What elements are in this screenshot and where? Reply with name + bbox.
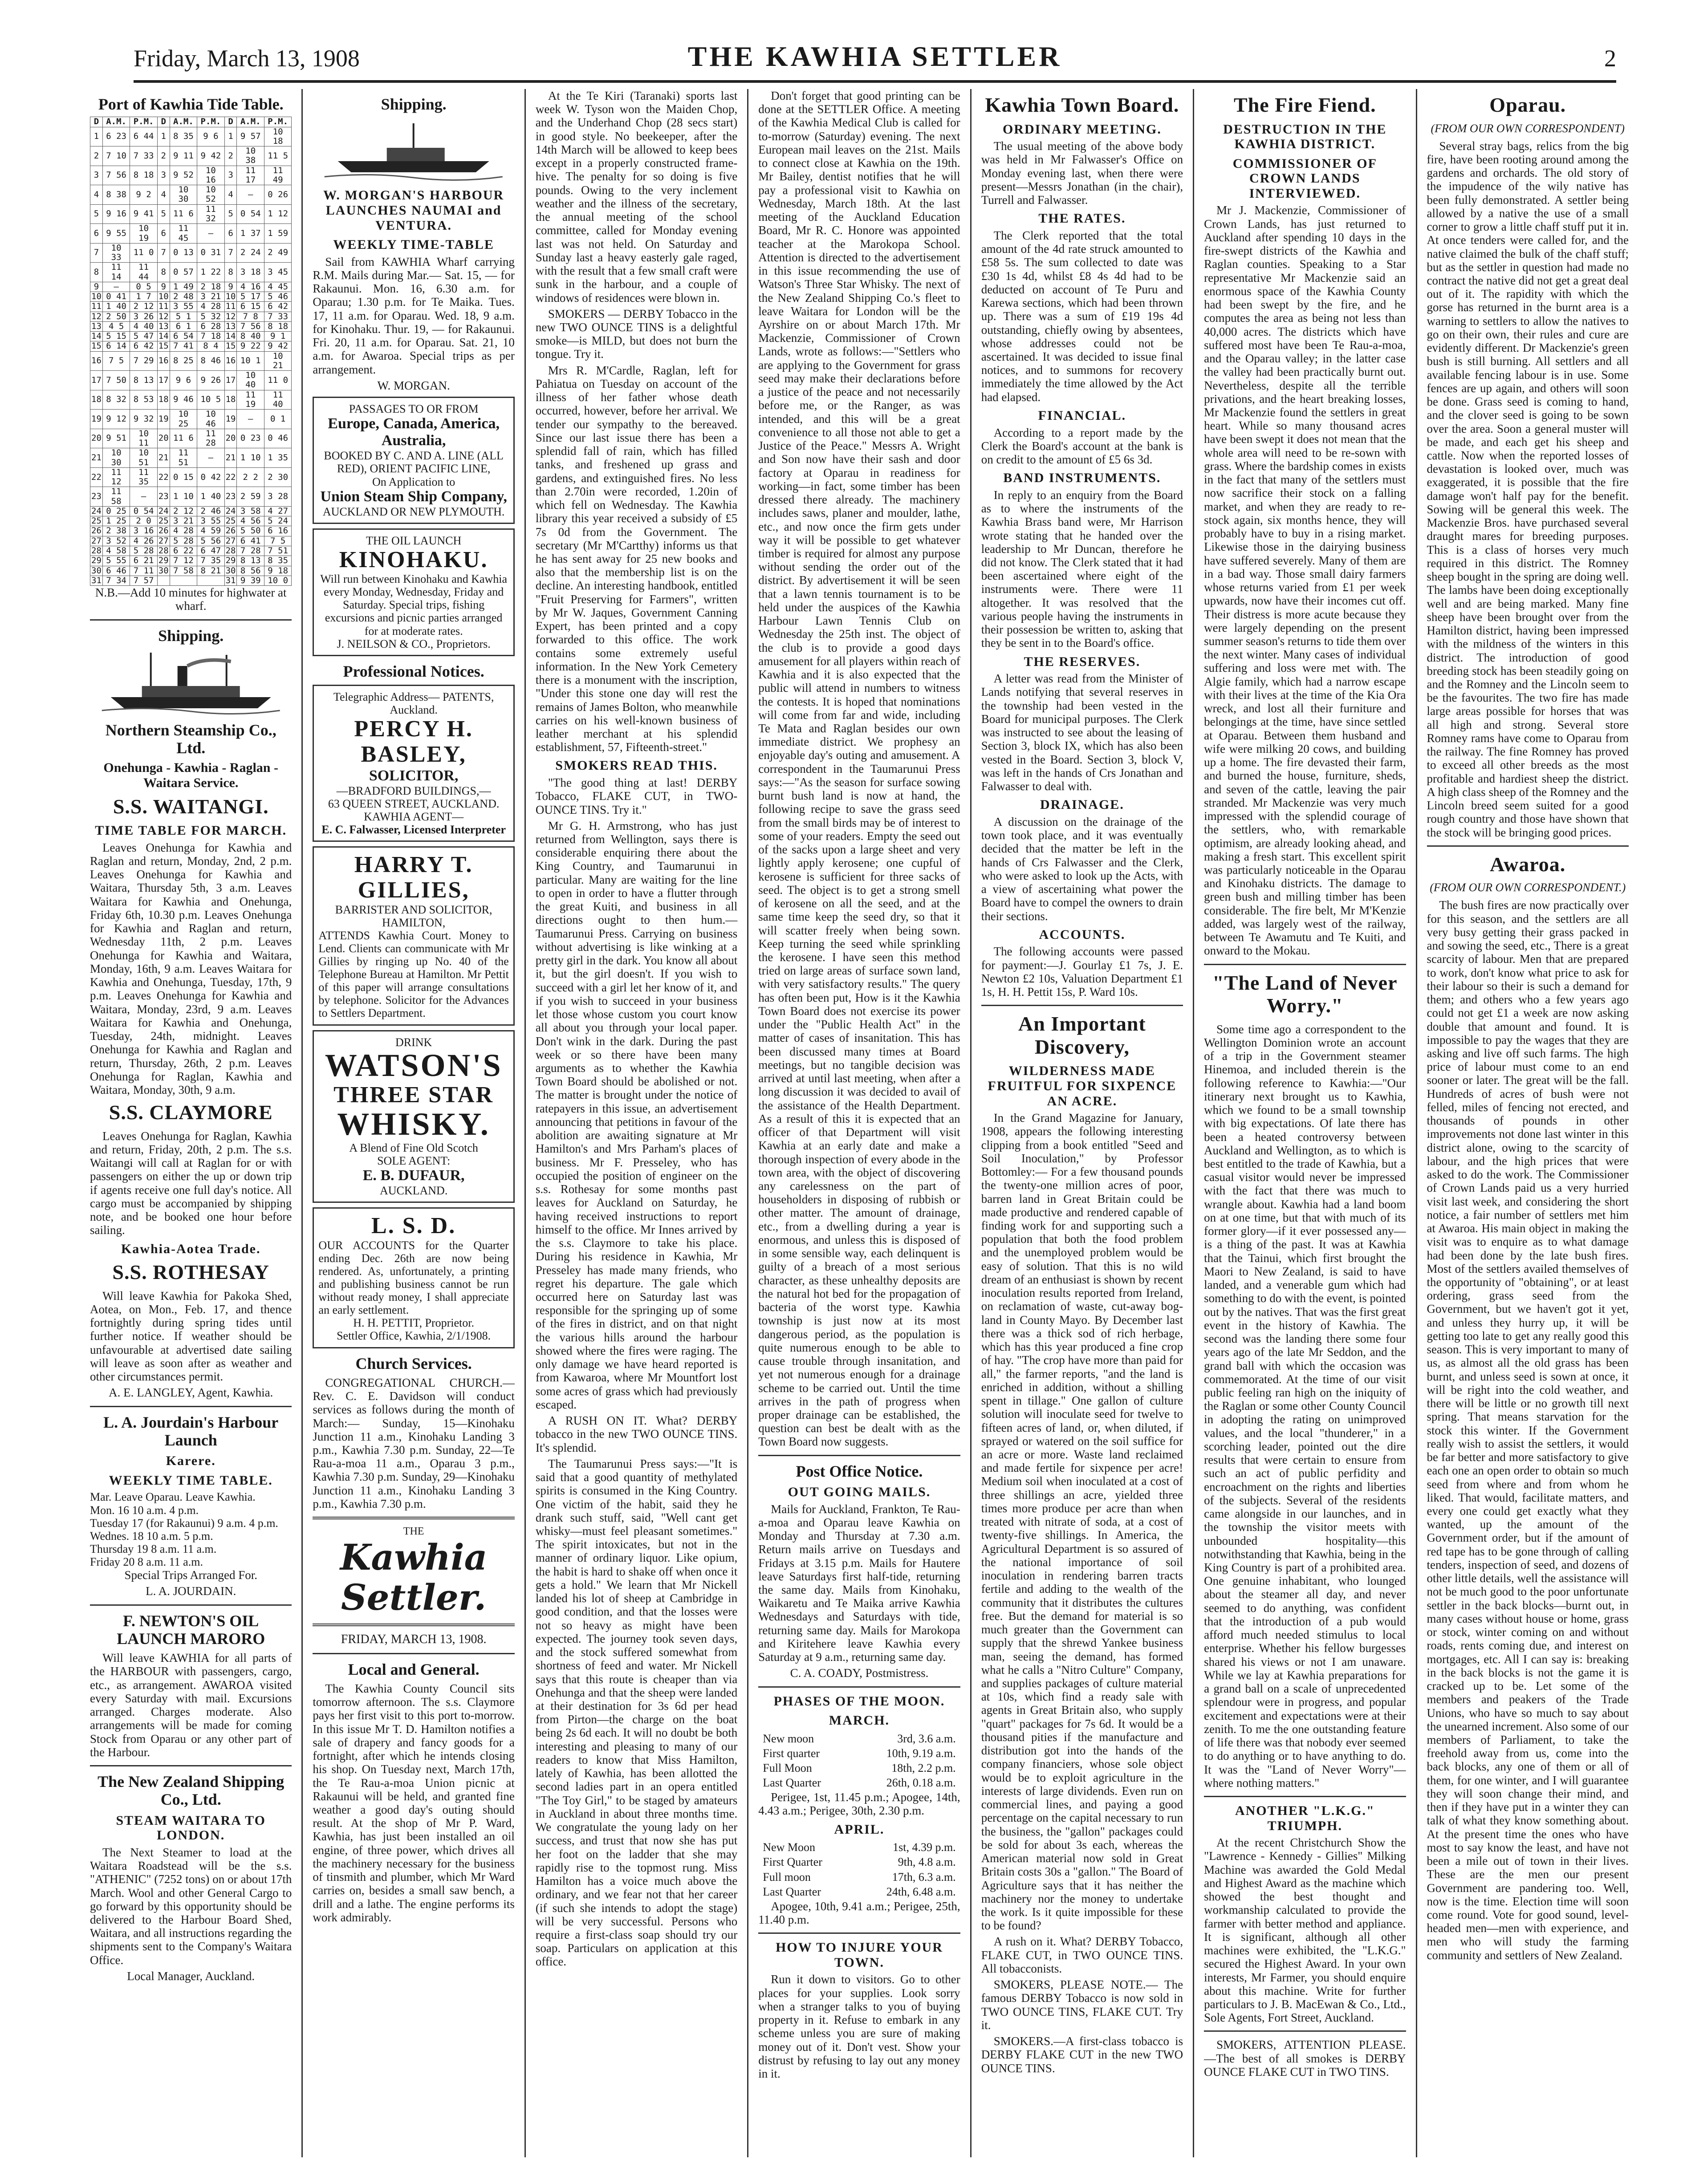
discovery-subheading: WILDERNESS MADE FRUITFUL FOR SIXPENCE AN ACRE. [988,1064,1177,1108]
derby-ad-1: SMOKERS — DERBY Tobacco in the new TWO OUNCE TINS is a delightful smoke—is MILD, but does not burn the tongue. Try it. [535,307,738,361]
post-office-text: Mails for Auckland, Frankton, Te Rau-a-moa and Oparau leave Kawhia on Monday and Thursday at 7.30 a.m. Return mails arrive on Tuesdays and Fridays at 3.15 p.m. Mails for Hautere leave Saturdays first half-tide, returning the same day. Mails from Kinohaku, Waikaretu and Te Maika arrive Kawhia Wednesdays and Saturdays with tide, returning same day. Mails for Marokopa and Kiritehere leave Kawhia every Saturday at 9 a.m., returning same day. [758,1502,960,1664]
smokers-read-text: "The good thing at last! DERBY Tobacco, FLAKE CUT, in TWO-OUNCE TINS. Try it." [535,776,738,816]
church-services-heading: Church Services. [355,1354,472,1372]
gillies-text: ATTENDS Kawhia Court. Money to Lend. Clients can communicate with Mr Gillies by ringing up No. 40 of the Telephone Bureau at Hamilton. Mr Pettit of this paper will arrange consultations by telephone. Solicitor for the Advances to Settlers Department. [318,929,509,1020]
kinohaku-text: Will run between Kinohaku and Kawhia every Monday, Wednesday, Friday and Saturday. Special trips, fishing excursions and picnic parties arranged for at moderate rates. [320,572,508,637]
march-heading: MARCH. [829,1713,890,1728]
karere-row: Thursday 19 8 a.m. 11 a.m. [90,1542,217,1555]
basley-title: SOLICITOR, [369,767,459,784]
shipping-heading-2: Shipping. [381,95,447,113]
lkg-heading: ANOTHER "L.K.G." TRIUMPH. [1235,1803,1375,1833]
nz-shipping-signature: Local Manager, Auckland. [127,1969,255,1983]
neilson-signature: J. NEILSON & CO., Proprietors. [337,637,491,650]
karere-row: Mon. 16 10 a.m. 4 p.m. [90,1503,199,1517]
morgan-title: W. MORGAN'S HARBOUR LAUNCHES NAUMAI and VENTURA. [323,188,504,233]
local-general-heading: Local and General. [348,1660,480,1678]
passages-ad [313,397,514,524]
local-general-text: The Kawhia County Council sits tomorrow afternoon. The s.s. Claymore pays her first visit to this port to-morrow. In this issue Mr T. D. Hamilton notifies a sale of drapery and fancy goods for a fortnight, after which he intends closing his shop. On Tuesday next, March 17th, the Te Rau-a-moa Union picnic at Rakaunui will be held, and granted fine weather a good day's outing should result. At the shop of Mr P. Ward, Kawhia, has just been installed an oil engine, of three power, which drives all the machinery necessary for the business of tinsmith and plumber, which Mr Ward carries on, besides a small saw bench, a drill and a lathe. The engine performs its work admirably. [313,1681,515,1924]
table-row: New Moon 1st, 4.39 p.m. [763,1841,956,1854]
moon-phases-heading: PHASES OF THE MOON. [773,1693,945,1709]
smokers-read-heading: SMOKERS READ THIS. [555,758,718,773]
kawhia-agent-label: KAWHIA AGENT— [364,810,464,823]
lsd-notice [313,1207,514,1348]
band-heading: BAND INSTRUMENTS. [1003,471,1161,486]
column-5 [972,89,1194,2157]
three-star: THREE STAR [333,1082,494,1108]
table-row: Last Quarter 26th, 0.18 a.m. [763,1776,956,1790]
april-note: Apogee, 10th, 9.41 a.m.; Perigee, 25th, 11.40 p.m. [758,1899,960,1926]
tide-note: N.B.—Add 10 minutes for highwater at wharf. [95,586,287,613]
column-3 [526,89,748,2157]
nz-shipping-subtitle: STEAM WAITARA TO LONDON. [116,1813,266,1843]
fire-fiend-heading: The Fire Fiend. [1234,93,1376,116]
newspaper-title: THE KAWHIA SETTLER [687,41,1062,72]
table-row: New moon 3rd, 3.6 a.m. [763,1732,956,1745]
town-board-intro: The usual meeting of the above body was held in Mr Falwasser's Office on Monday evening last, when there were present—Messrs Jonathan (in the chair), Turrell and Falwasser. [981,139,1183,207]
fire-subheading-2: COMMISSIONER OF CROWN LANDS INTERVIEWED. [1232,156,1377,201]
town-board-heading: Kawhia Town Board. [985,93,1179,116]
karere-row: Tuesday 17 (for Rakaunui) 9 a.m. 4 p.m. [90,1516,278,1530]
drink-label: DRINK [395,1035,432,1049]
gillies-ad [313,846,514,1025]
financial-heading: FINANCIAL. [1038,408,1126,423]
watsons-whisky-ad [313,1030,514,1203]
derby-ad-2: A RUSH ON IT. What? DERBY tobacco in the new TWO OUNCE TINS. It's splendid. [535,1414,738,1454]
derby-ad-3: A rush on it. What? DERBY Tobacco, FLAKE CUT, in TWO OUNCE TINS. All tobacconists. [981,1935,1183,1975]
flag-date: FRIDAY, MARCH 13, 1908. [341,1632,487,1647]
derby-ad-5: SMOKERS.—A first-class tobacco is DERBY FLAKE CUT in the new TWO OUNCE TINS. [981,2034,1183,2075]
band-text: In reply to an enquiry from the Board as to where the instruments of the Kawhia Brass band were, Mr Harrison wrote stating that he handed over the leadership to Mr Duncan, therefore he did not know. The Clerk stated that it had been ascertained where eight of the instruments were. There were 11 altogether. It was resolved that the various people having the instruments in their possession be written to, asking that they be sent in to the Board's office. [981,488,1183,650]
basley-ad [313,685,514,842]
bradford-buildings: —BRADFORD BUILDINGS,— [336,784,491,797]
table-row: First quarter 10th, 9.19 a.m. [763,1746,956,1760]
column-4 [748,89,971,2157]
oil-launch-label: THE OIL LAUNCH [366,534,462,547]
union-place: AUCKLAND OR NEW PLYMOUTH. [322,505,505,518]
karere-row: Mar. Leave Oparau. Leave Kawhia. [90,1490,256,1504]
gillies-name: HARRY T. GILLIES, [354,852,473,903]
reserves-heading: THE RESERVES. [1024,654,1141,669]
local-news-c: Mr G. H. Armstrong, who has just returned from Wellington, says there is considerable enquiring there about the King Country, and Taumarunui in particular. Many are waiting for the line to open in order to have a flutter through the great Kuiti, and business in all directions ought to then hum.—Taumarunui Press. Carrying on business without advertising is like winking at a pretty girl in the dark. You know all about it, but the girl doesn't. If you wish to succeed with a girl let her know of it, and if you wish to succeed in your business let those whose custom you court know all about you through your local paper. Don't wink in the dark. During the past week or so there have been many arguments as to whether the Kawhia Town Board should be abolished or not. The matter is brought under the notice of ratepayers in this issue, an advertisement announcing that petitions in favour of the abolition are awaiting signature at Mr Hamilton's and Mrs Parham's places of business. Mr F. Presseley, who has occupied the position of engineer on the s.s. Rothesay for some months past leaves for Auckland on Saturday, he having received instructions to report himself to the office. Mr Innes arrived by the s.s. Claymore to take his place. During his residence in Kawhia, Mr Presseley has made many friends, who regret his departure. The gale which occurred here on Saturday last was responsible for the springing up of some of the fires in district, and on that night the various hills around the harbour showed where the fires were raging. The only damage we have heard reported is from Kawaroa, where Mr Mountfort lost some acres of grass which had previously escaped. [535,819,738,1411]
destinations: Europe, Canada, America, Australia, [328,415,500,449]
karere-row: Friday 20 8 a.m. 11 a.m. [90,1555,203,1568]
outgoing-mails-heading: OUT GOING MAILS. [788,1484,931,1499]
drainage-text: A discussion on the drainage of the town took place, and it was eventually decided that the matter be left in the hands of Crs Falwasser and the Clerk, who were asked to look up the Acts, with a view of ascertaining what power the Board have to compel the owners to drain their sections. [981,815,1183,923]
kinohaku-ad [313,528,514,656]
issue-date: Friday, March 13, 1908 [134,45,360,72]
derby-ad-4: SMOKERS, PLEASE NOTE.— The famous DERBY Tobacco is now sold in TWO OUNCE TINS, FLAKE CUT. Try it. [981,1978,1183,2032]
tide-table-heading: Port of Kawhia Tide Table. [98,95,284,113]
post-office-heading: Post Office Notice. [796,1462,923,1480]
lkg-text: At the recent Christchurch Show the "Lawrence - Kennedy - Gillies" Milking Machine was awarded the Gold Medal and Highest Award as the machine which showed the best thought and workmanship calculated to provide the farmer with better method and appliance. It is significant, although all other machines were exhibited, the "L.K.G." secured the Highest Award. In your own interests, Mr Farmer, you should enquire about this machine. Write for further particulars to J. B. MacEwan & Co., Ltd., Sole Agents, Fort Street, Auckland. [1204,1836,1406,2025]
column-7 [1417,89,1638,2157]
discovery-text: In the Grand Magazine for January, 1908, appears the following interesting clipping from a book entitled "Seed and Soil Inoculation," by Professor Bottomley:— For a few thousand pounds the twenty-one million acres of poor, barren land in Great Britain could be made productive and rendered capable of finding work for and supporting such a population that both the food problem and the unemployed problem would be easy of solution. That this is no wild dream of an enthusiast is shown by recent inoculation results reported from Ireland, on reclamation of waste, cut-away bog-land in County Mayo. By December last there was a thick sod of rich herbage, which has this year produced a fine crop of hay. "The crop have more than paid for all," the farmer reports, "and the land is enriched in addition, without a shilling spent in tillage." One gallon of culture solution will inoculate seed for twelve to fifteen acres of land, or, when diluted, if sprayed or watered on the soil suffice for an acre or more. Waste land reclaimed and made fertile for sixpence per acre! Medium soil when inoculated at a cost of three shillings an acre, yielded three times more produce per acre than when treated with nitrate of soda, at a cost of twenty-five shillings. In America, the Agricultural Department is so assured of the national importance of soil inoculation in rendering barren tracts fertile and adding to the wealth of the community that it distributes the cultures free. But the demand for material is so much greater than the Government can supply that the shrewd Yankee business man, seeing the demand, has formed what he calls a "Nitro Culture" Company, and supplies packages of culture material at 10s, which find a ready sale with agents in Great Britain also, who supply "quart" packages for 7s 6d. It would be a thousand pities if the manufacture and distribution got into the hands of the company financiers, whose sole object would be to exploit agriculture in the interests of large dividends. Even run on commercial lines, and paying a good percentage on the capital necessary to run the business, the "gallon" packages could be sold for about 3s each, whereas the American material now sold in Great Britain costs 30s a "gallon." The Board of Agriculture says that it has neither the machinery nor the money to undertake the work. Is it quite impossible for these to be found? [981,1111,1183,1932]
booked-lines: BOOKED BY C. AND A. LINE (ALL RED), ORIENT PACIFIC LINE, [324,449,504,475]
ordinary-meeting-heading: ORDINARY MEETING. [1002,122,1162,137]
never-worry-text: Some time ago a correspondent to the Wellington Dominion wrote an account of a trip in the Government steamer Hinemoa, and included therein is the following reference to Kawhia:—"Our itinerary next brought us to Kawhia, which we found to be a small township with big expectations. Of late there has been a heated controversy between Auckland and Wellington, as to which is best entitled to the trade of Kawhia, but a casual visitor would never be impressed with the fact that there was much to wrangle about. Kawhia had a land boom on at one time, but that with much of its former glory—if it ever possessed any—is a thing of the past. It was at Kawhia that the Tainui, which first brought the Maori to New Zealand, is said to have landed, and a venerable gum which had something to do with the event, is pointed out by the natives. That was the first great event in the history of Kawhia. The second was the landing there some four years ago of the late Mr Seddon, and the grand ball with which the occasion was commemorated. At the time of our visit public feeling ran high on the iniquity of the Raglan or some other County Council in adopting the rating on unimproved values, and the local "thunderer," in a scorching leader, pointed out the dire results that were certain to ensure from such an act of public perfidity and encroachment on the rights and liberties of the subjects. Several of the residents came alongside in our launches, and in the township the visitor meets with unbounded hospitality—this notwithstanding that Kawhia, being in the King Country is part of a prohibited area. One genuine inhabitant, who lounged about the steamer all day, and never seemed to do anything, was confident that the introduction of a pub would afford much needed stimulus to local enterprise. Whether his fellow burgesses shared his views or not I am unaware. While we lay at Kawhia preparations for a grand ball on a scale of unprecedented splendour were in progress, and popular excitement and expectations were at their zenith. To me the one outstanding feature of life there was that nobody ever seemed to do anything or to have anything to do. It was the "Land of Never Worry"— where nothing matters." [1204,1022,1406,1790]
oparau-text: Several stray bags, relics from the big fire, have been rooting around among the gardens and orchards. The old story of the impudence of the wily native has been fully demonstrated. A settler being allowed by a native the use of a small corner to grow a little chaff stuff put it in. At once tenders were called for, and the native claimed the bulk of the chaff stuff; but as the settler in question had made no contract the native did not get a great deal out of it. The rapidity with which the gorse has returned in the burnt area is a warning to settlers to allow the natives to go on their own, their rules and cure are evidently different. Dr Mackenzie's green bush is still burning. All settlers and all available fencing labour is in use. Some fences are up again, and others will soon be done. Grass seed is coming to hand, and the clover seed is going to be sown over the area. Soon a general muster will be made, and each get his sheep and cattle. Now when the reported losses of devastation is looked over, much was exaggerated, it is possible that the fire damage won't half pay for the benefit. Sowing will be general this week. The Mackenzie Bros. have purchased several draught mares for breeding purposes. This is a class of horses very much required in this district. The Romney sheep bought in the spring are doing well. The lambs have been doing exceptionally well and are being marked. Many fine sheep have been brought over from the Hamilton district, having been impressed with the mildness of the winters in this district. The introduction of good breeding stock has been steadily going on and the Romney and the Lincoln seem to be the favourites. The two fire has made large areas possible for horses that was all high and strong. Several store Romney rams have come to Oparau from the railway. The fine Romney has proved to exceed all other breeds as the most profitable and hardiest sheep the district. A high class sheep of the Romney and the Lincoln breed seem suited for a good rough country and those have shown that the stock will be bringing good prices. [1427,139,1629,839]
reserves-text: A letter was read from the Minister of Lands notifying that several reserves in the township had been vested in the Board for municipal purposes. The Clerk was instructed to see about the leasing of Section 3, block IX, which has also been vested in the Board. Section 3, block V, was left in the hands of Crs Jonathan and Falwasser to deal with. [981,672,1183,793]
rates-heading: THE RATES. [1038,211,1126,226]
jourdain-signature: L. A. JOURDAIN. [146,1584,236,1598]
dufaur-name: E. B. DUFAUR, [362,1167,465,1184]
weekly-timetable-heading: WEEKLY TIME TABLE. [109,1473,273,1488]
column-1 [80,89,303,2157]
northern-route: Onehunga - Kawhia - Raglan - Waitara Service. [103,760,278,791]
telegraphic-address: Telegraphic Address— PATENTS, Auckland. [333,690,494,717]
karere-note: Special Trips Arranged For. [124,1568,257,1582]
injure-town-text: Run it down to visitors. Go to other places for your supplies. Look sorry when a stranger talks to you of buying property in it. Refuse to embark in any scheme unless you are sure of making money out of it. Don't vest. Show your distrust by refusing to lay out any money in it. [758,1973,960,2081]
lsd-text: OUR ACCOUNTS for the Quarter ending Dec. 26th are now being rendered. As, unfortunately, a printing and publishing business cannot be run without ready money, I shall appreciate an early settlement. [318,1238,509,1317]
karere-name: Karere. [166,1453,216,1469]
morgan-timetable: Sail from KAWHIA Wharf carrying R.M. Mails during Mar.— Sat. 15, — for Rakaunui. Mon. 16, 6.30 a.m. for Oparau; 1.30 p.m. for Te Maika. Tues. 17, 11 a.m. for Oparau. Wed. 18, 9 a.m. for Kinohaku. Thur. 19, — for Rakaunui. Fri. 20, 11 a.m. for Oparau. Sat. 21, 10 a.m. for Awaroa. Special trips as per arrangement. [313,255,515,376]
table-row: Full moon 17th, 6.3 a.m. [763,1870,956,1884]
local-news-b: Mrs R. M'Cardle, Raglan, left for Pahiatua on Tuesday on account of the illness of her father whose death occurred, however, before her arrival. We tender our sympathy to the bereaved. Since our last issue there has been a splendid fall of rain, which has filled tanks, and freshened up grass and gardens, and extinguished fires. No less than 2.70in were recorded, 1.20in of which fell on Wednesday. The Kawhia library this year received a subsidy of £5 7s 0d from the Government. The secretary (Mr M'Cartthy) informs us that he has sent away for 25 new books and also that the membership list is on the decline. An interesting handbook, entitled "Fruit Preserving for Farmers", written by Mr W. Jaques, Government Canning Expert, has been printed and a copy forwarded to this office. The work contains some extremely useful information. In the New York Cemetery there is a monument with the inscription, "Under this stone one day will rest the remains of James Bolton, who meanwhile carries on his well-known business of leather merchant at his splendid establishment, 57, Fifteenth-street." [535,363,738,754]
karere-row: Wednes. 18 10 a.m. 5 p.m. [90,1529,213,1543]
fire-text: Mr J. Mackenzie, Commissioner of Crown Lands, has just returned to Auckland after spending 10 days in the fire-swept districts of the Kawhia and Raglan counties. Speaking to a Star representative Mr Mackenzie said an enormous space of the Kawhia County had been swept by the fire, and he computes the area as being not less than 40,000 acres. The districts which have suffered most have been Te Rau-a-moa, and the Oparau valley; in the latter case the valley had been practically burnt out. Nevertheless, despite all the terrible privations, and the heart breaking losses, Mr Mackenzie found the settlers in great heart. While so many thousand acres have been swept it does not mean that the whole area will need to be re-sown with grass. Where the bardship comes in exists in the fact that many of the settlers must now sacrifice their stock on a falling market, and when they are ready to re-stock again, six months hence, they will probably have to buy in a rising market. Likewise those in the dairying business have suffered severely. Many of them are in a bad way. Those small dairy farmers whose returns varied from £1 per week upwards, now have their incomes cut off. Their distress is more acute because they were largely depending on the present summer season's returns to tide them over the next winter. Many cases of individual suffering and loss were met with. The Algie family, which had a narrow escape with their lives at the time of the Kia Ora wreck, and lost all their furniture and belongings at the time, have since settled at Oparau. Between them husband and wife were milking 20 cows, and building up a home. The fire devasted their farm, and burned the house, furniture, sheds, and seven of the cattle, leaving the pair stranded. Mr Mackenzie was very much impressed with the splendid courage of the settlers, who, with remarkable optimism, are already looking ahead, and making a fresh start. This excellent spirit was particularly noticeable in the Oparau and Kinohaku districts. The damage to green bush and milling timber has been considerable. The fire belt, Mr M'Kenzie added, was largely west of the railway, between Te Awamutu and Te Kuiti, and onward to the Mokau. [1204,203,1406,958]
waitangi-timetable: Leaves Onehunga for Kawhia and Raglan and return, Monday, 2nd, 2 p.m. Leaves Onehunga for Kawhia and Waitara, Thursday 5th, 3 a.m. Leaves Waitara for Kawhia and Onehunga, Friday 6th, 10.30 p.m. Leaves Onehunga for Kawhia and Raglan and return, Wednesday 11th, 2 p.m. Leaves Onehunga for Kawhia and Waitara, Monday, 16th, 9 a.m. Leaves Waitara for Kawhia and Onehunga, Tuesday, 17th, 9 p.m. Leaves Onehunga for Kawhia and Waitara, Monday, 23rd, 9 a.m. Leaves Waitara for Kawhia and Onehunga, Tuesday, 24th, midnight. Leaves Onehunga for Kawhia and Raglan and return, Thursday, 26th, 2 p.m. Leaves Onehunga for Raglan, Kawhia and Waitara, Monday, 30th, 9 a.m. [90,840,292,1096]
awaroa-text: The bush fires are now practically over for this season, and the settlers are all very busy getting their grass packed in and sowing the seed, etc., There is a great scarcity of labour. Men that are prepared to work, don't know what price to ask for their labour so their is such a demand for them; and others who a few years ago could not get £1 a week are now asking double that amount and found. It is impossible to pay the wages that they are asking and live off such farms. The high price of labour must come to an end sooner or later. The great will be the fall. Hundreds of acres of bush were not felled, miles of fencing not erected, and thousands of pounds in other improvements not done last winter in this district alone, owing to the scarcity of labour, and the high prices that were asked to do the work. The Commissioner of Crown Lands paid us a very hurried visit last week, and considering the short notice, a fair number of settlers met him at Awaroa. His main object in making the visit was to enquire as to what damage had been done by the late bush fires. Most of the settlers availed themselves of the opportunity of "obtaining", or at least ordering, grass seed from the Government, but we haven't got it yet, and unless they hurry up, it will be getting too late to get any really good this season. This is very important to many of us, as almost all the old grass has been burnt, and unless seed is sown at once, it will be right into the cold weather, and there will be little or no growth till next spring. That means starvation for the stock this winter. If the Government really wish to assist the settlers, it would be far better and more satisfactory to give each one an open order to obtain so much seed from where and from whom he liked. That would, facilitate matters, and every one could get exactly what they wanted, up the amount of the Government order, but if the amount of red tape has to be gone through of calling tenders, inspection of seed, and dozens of other little details, well the assistance will not be much good to the poor unfortunate settler in the back blocks—burnt out, in many cases without house or home, grass or stock, winter coming on and without roads, rents coming due, and interest on mortgages, etc. All I can say is: breaking in the back blocks is not the game it is cracked up to be. Let some of the members and peakers of the Trade Unions, who have so much to say about the unearned increment. Also some of our members of Parliament, to take the freehold away from us, come into the back blocks, any one of them or all of them, for one winter, and I will guarantee they will soon change their mind, and then if they have put in a winter they can talk of what they know something about. At the present time the ones who have most to say know the least, and have not been a mile out of town in their lives. These are the men our present Government are pandering too. Well, now is the time. Election time will soon come round. Vote for good sound, level-headed men—men with experience, and men who will study the farming community and settlers of New Zealand. [1427,898,1629,1962]
jourdain-title: L. A. Jourdain's Harbour Launch [103,1413,279,1449]
table-row: Last Quarter 24th, 6.48 a.m. [763,1885,956,1898]
never-worry-heading: "The Land of Never Worry." [1212,971,1398,1017]
fire-subheading-1: DESTRUCTION IN THE KAWHIA DISTRICT. [1223,122,1387,152]
northern-steamship-title: Northern Steamship Co., Ltd. [105,721,276,757]
table-row: First Quarter 9th, 4.8 a.m. [763,1855,956,1869]
steamship-illustration [90,648,292,715]
claymore-text: Leaves Onehunga for Raglan, Kawhia and return, Friday, 20th, 2 p.m. The s.s. Waitangi will call at Raglan for or with passengers on either the up or down trip if agents receive one full day's notice. All cargo must be accompanied by shipping note, and be booked one hour before sailing. [90,1129,292,1237]
waitangi-subtitle: TIME TABLE FOR MARCH. [95,823,287,838]
application-label: On Application to [372,475,455,488]
basley-name: PERCY H. BASLEY, [354,716,473,767]
morgan-signature: W. MORGAN. [377,378,450,392]
church-services-text: CONGREGATIONAL CHURCH.—Rev. C. E. Davidson will conduct services as follows during the month of March:— Sunday, 15—Kinohaku Junction 11 a.m., Kinohaku Landing 3 p.m., Kawhia 7.30 p.m. Sunday, 22—Te Rau-a-moa 11 a.m., Oparau 3 p.m., Kawhia 7.30 p.m. Sunday, 29—Kinohaku Junction 11 a.m., Kinohaku Landing 3 p.m., Kawhia 7.30 p.m. [313,1376,515,1510]
kinohaku-name: KINOHAKU. [339,547,488,572]
april-heading: APRIL. [834,1822,885,1837]
accounts-text: The following accounts were passed for payment:—J. Gourlay £1 7s, J. E. Newton £2 10s, Valuation Department £1 1s, H. H. Pettit 15s, P. Ward 10s. [981,945,1183,999]
blend-label: A Blend of Fine Old Scotch [349,1141,478,1155]
accounts-heading: ACCOUNTS. [1039,927,1126,942]
passages-label: PASSAGES TO OR FROM [349,402,479,416]
watsons-name: WATSON'S [325,1047,503,1083]
rates-text: The Clerk reported that the total amount of the 4d rate struck amounted to £58 5s. The sum collected to date was £30 1s 4d, whilst £8 4s 4d had to be deducted on account of Te Puru and Karewa sections, which had been thrown up. There was a sum of £19 19s 4d outstanding, chiefly owing by absentees, whose addresses could not be ascertained. It was decided to issue final notices, and to summons for recovery immediately the time allowed by the Act had elapsed. [981,228,1183,404]
discovery-heading: An Important Discovery, [1018,1012,1146,1058]
shipping-heading: Shipping. [158,626,224,645]
local-news-a: At the Te Kiri (Taranaki) sports last week W. Tyson won the Maiden Chop, and the Underhand Chop (28 secs start) in good style. No beekeeper, after the 14th March will be allowed to keep bees except in a properly constructed frame-hive. The penalty for so doing is five pounds. Owing to the very inclement weather and the illness of the secretary, the annual meeting of the school committee, called for Monday evening last was not held. On Saturday and Sunday last a heavy easterly gale raged, with the result that a few small craft were sunk in the harbour, and a couple of windows of residences were blown in. [535,89,738,304]
derby-ad-6: SMOKERS, ATTENTION PLEASE.—The best of all smokes is DERBY OUNCE FLAKE CUT in TWO TINS. [1204,2038,1406,2078]
coady-signature: C. A. COADY, Postmistress. [790,1666,929,1680]
tide-table: D A.M. P.M. D A.M. P.M. D A.M. P.M. 1 6 23 6 44 1 8 35 9 6 1 9 57 10 18 2 7 10 7 33 2 9 11 9 42 2 10 38 11 5 3 7 56 8 18 3 9 52 10 16 3 11 17 11 49 4 8 38 9 2 4 10 30 10 52 4 — 0 26 5 9 16 9 41 5 11 6 11 32 5 0 54 1 12 6 9 55 10 19 6 11 45 — 6 1 37 1 59 7 10 33 11 0 7 0 13 0 31 7 2 24 2 49 8 11 14 11 44 8 0 57 1 22 8 3 18 3 45 9 — 0 5 9 1 49 2 18 9 4 16 4 45 10 0 41 1 7 10 2 48 3 21 10 5 17 5 46 11 1 40 2 12 11 3 55 4 28 11 6 15 6 42 12 2 50 3 26 12 5 1 5 32 12 7 8 7 33 13 4 5 4 40 13 6 1 6 28 13 7 56 8 18 14 5 15 5 47 14 6 54 7 18 14 8 40 9 1 15 6 14 6 42 15 7 41 8 4 15 9 22 9 42 16 7 5 7 29 16 8 25 8 46 16 10 1 10 21 17 7 50 8 13 17 9 6 9 26 17 10 40 11 0 18 8 32 8 53 18 9 46 10 5 18 11 19 11 40 19 9 12 9 32 19 10 25 10 46 19 — 0 1 20 9 51 10 11 20 11 6 11 28 20 0 23 0 46 21 10 30 10 51 21 11 51 — 21 1 10 1 35 22 11 12 11 35 22 0 15 0 42 22 2 2 2 30 23 11 58 — 23 1 10 1 40 23 2 59 3 28 24 0 25 0 54 24 2 12 2 46 24 3 58 4 27 25 1 25 2 0 25 3 21 3 55 25 4 56 5 24 26 2 38 3 16 26 4 28 4 59 26 5 50 6 16 27 3 52 4 26 27 5 28 5 56 27 6 41 7 5 28 4 58 5 28 28 6 22 6 47 28 7 28 7 51 29 5 55 6 21 29 7 12 7 35 29 8 13 8 35 30 6 46 7 11 30 7 58 8 21 30 8 56 9 18 31 7 34 7 57 31 9 39 10 0 [90,117,292,586]
sole-agent-label: SOLE AGENT: [377,1154,451,1168]
rothesay-title: S.S. ROTHESAY [112,1261,270,1284]
waitangi-title: S.S. WAITANGI. [113,795,269,818]
awaroa-heading: Awaroa. [1490,852,1566,876]
financial-text: According to a report made by the Clerk the Board's account at the bank is on credit to the amount of £5 6s 3d. [981,426,1183,466]
newspaper-flag: Kawhia Settler. [340,1536,488,1618]
aotea-heading: Kawhia-Aotea Trade. [121,1241,261,1256]
launch-illustration [313,117,514,183]
page-number: 2 [1604,45,1616,72]
column-2 [303,89,525,2157]
columns [80,89,1638,2157]
nz-shipping-text: The Next Steamer to load at the Waitara Roadstead will be the s.s. "ATHENIC" (7252 tons) on or about 17th March. Wool and other General Cargo to go forward by this opportunity should be delivered to the Harbour Board Shed, Waitara, and all instructions regarding the shipments sent to the Company's Waitara Office. [90,1845,292,1967]
oparau-byline: (FROM OUR OWN CORRESPONDENT) [1431,122,1625,135]
local-news-e: Don't forget that good printing can be done at the SETTLER Office. A meeting of the Kawhia Medical Club is called for to-morrow (Saturday) evening. The next European mail leaves on the 21st. Mails to connect close at Kawhia on the 19th. Mr Bailey, dentist notifies that he will pay a professional visit to Kawhia on Wednesday, March 18th. At the last meeting of the Auckland Education Board, Mr R. C. Honore was appointed teacher at the Marokopa School. Attention is directed to the advertisement in this issue recommending the use of Watson's Three Star Whisky. The next of the New Zealand Shipping Co.'s fleet to leave Waitara for London will be the Ayrshire on or about March 17th. Mr Mackenzie, Commissioner of Crown Lands, wrote as follows:—"Settlers who are applying to the Government for grass seed may make their declarations before a justice of the peace and not necessarily before me, or the Ranger, as was intended, and this will be a great convenience to all those not able to get a Justice of the Peace." Messrs A. Wright and Son now have their sash and door factory at Oparau in readiness for working—in fact, some timber has been dressed there already. The machinery includes saws, planer and moulder, lathe, etc., and now once the firm gets under way it will be possible to get whatever timber is required for almost any purpose without sending the order out of the district. By advertisement it will be seen that a lawn tennis tournament is to be held under the auspices of the Kawhia Harbour Lawn Tennis Club on Wednesday the 25th inst. The object of the club is to provide a good days amusement for all players within reach of Kawhia and it is also expected that the public will attend in numbers to witness the contests. It is hoped that nominations will come from far and wide, including Te Mata and Raglan besides our own immediate district. We prophesy an enjoyable day's outing and amusement. A correspondent in the Taumarunui Press says:—"As the season for surface sowing burnt bush land is now at hand, the following recipe to save the grass seed from the small birds may be of interest to some of your readers. Empty the seed out of the sacks upon a large sheet and very lightly apply kerosene; one cupful of kerosene is sufficient for three sacks of seed. The object is to get a strong smell of kerosene on all the seed, and at the same time keep the seed dry, so that it will scatter freely when being sown. Keep turning the seed while sprinkling the kerosene. I have seen this method tried on large areas of surface sown land, with very satisfactory results." The query has often been put, How is it the Kawhia Town Board does not exercise its power under the "Public Health Act" in the matter of cases of insanitation. This has been discussed many times at Board meetings, but no tangible decision was arrived at until last meeting, when after a long discussion it was decided to avail of the assistance of the Health Department. As a result of this it is expected that an officer of that Department will visit Kawhia at an early date and make a thorough inspection of every abode in the town area, with the object of discovering any carelessness on the part of householders in disposing of rubbish or other matter. The amount of drainage, etc., from a dwelling during a year is enormous, and unless this is disposed of in some sensible way, each delinquent is guilty of a breach of a most serious character, as these unhealthy deposits are the natural hot bed for the propagation of bacteria of the worst type. Kawhia township is just now at its most dangerous period, as the population is quite numerous enough to be able to cause trouble through insanitation, and yet not numerous enough for a drainage scheme to be carried out. Until the time arrives in the path of progress when proper drainage can be established, the question can best be dealt with as the Town Board now suggests. [758,89,960,1449]
claymore-title: S.S. CLAYMORE [109,1101,273,1124]
gillies-title: BARRISTER AND SOLICITOR, HAMILTON, [335,903,492,929]
awaroa-byline: (FROM OUR OWN CORRESPONDENT.) [1430,881,1626,894]
nz-shipping-title: The New Zealand Shipping Co., Ltd. [98,1773,285,1809]
rothesay-text: Will leave Kawhia for Pakoka Shed, Aotea, on Mon., Feb. 17, and thence fortnightly during spring tides until further notice. If weather should be unfavourable at advertised date sailing will leave as soon after as weather and other circumstances permit. [90,1289,292,1384]
injure-town-heading: HOW TO INJURE YOUR TOWN. [776,1940,943,1970]
oparau-heading: Oparau. [1489,93,1566,116]
pettit-signature: H. H. PETTIT, Proprietor. [353,1316,475,1330]
morgan-weekly: WEEKLY TIME-TABLE [333,237,494,252]
march-note: Perigee, 1st, 11.45 p.m.; Apogee, 14th, 4.43 a.m.; Perigee, 30th, 2.30 p.m. [758,1790,960,1818]
pettit-office: Settler Office, Kawhia, 2/1/1908. [337,1329,491,1343]
local-news-d: The Taumarunui Press says:—"It is said that a good quantity of methylated spirits is consumed in the King Country. One victim of the habit, said they he drank such stuff, said, "Well cant get whisky—must feel pleasant sometimes." The spirit intoxicates, but not in the manner of ordinary liquor. Like opium, the habit is hard to shake off when once it gets a hold." We learn that Mr Nickell landed his lot of sheep at Cambridge in good condition, and that the losses were not so heavy as might have been expected. The journey took seven days, and the stock suffered somewhat from shortness of feed and water. Mr Nickell says that this route is cheaper than via Onehunga and that the sheep were landed at their destination for 3s 6d per head from Pirton—the charge on the boat being 2s 6d each. It will no doubt be both interesting and pleasing to many of our readers to know that Miss Hamilton, lately of Kawhia, has been allotted the second ladies part in an opera entitled "The Toy Girl," to be staged by amateurs in Auckland in about three months time. We congratulate the young lady on her success, and trust that now she has put her foot on the ladder that she may rapidly rise to the topmost rung. Miss Hamilton has a voice much above the ordinary, and we fear not that her career (if such she intends to adopt the stage) will be very successful. Persons who require a first-class soap should try our soap. Particulars on application at this office. [535,1457,738,1969]
newton-text: Will leave KAWHIA for all parts of the HARBOUR with passengers, cargo, etc., as arrangement. AWAROA visited every Saturday with mail. Excursions arranged. Charges moderate. Also arrangements will be made for coming Stock from Oparau or any other part of the Harbour. [90,1651,292,1759]
april-moon-table [758,1839,960,1899]
flag-the: THE [403,1526,424,1538]
whisky-label: WHISKY. [337,1106,490,1142]
union-company: Union Steam Ship Company, [320,488,507,505]
langley-signature: A. E. LANGLEY, Agent, Kawhia. [109,1386,273,1400]
queen-street: 63 QUEEN STREET, AUCKLAND. [328,797,500,810]
newton-title: F. NEWTON'S OIL LAUNCH MARORO [117,1612,265,1648]
column-6 [1194,89,1417,2157]
drainage-heading: DRAINAGE. [1040,797,1124,812]
masthead [134,40,1616,83]
table-row: Full Moon 18th, 2.2 p.m. [763,1762,956,1775]
professional-notices-heading: Professional Notices. [343,662,484,680]
lsd-title: L. S. D. [371,1213,456,1239]
march-moon-table [758,1731,960,1790]
falwasser-agent: E. C. Falwasser, Licensed Interpreter [321,823,506,836]
dufaur-place: AUCKLAND. [379,1184,448,1198]
